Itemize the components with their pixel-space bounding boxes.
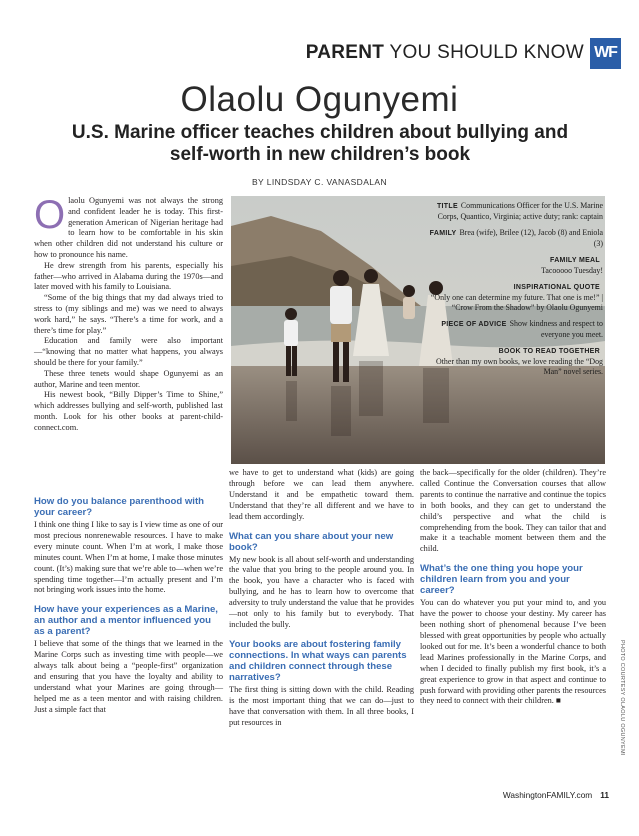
column-3 (420, 468, 606, 707)
fact-value: Other than my own books, we love reading the “Dog Man” novel series. (436, 357, 603, 376)
fact-meal (423, 255, 603, 276)
question-heading: Your books are about fostering family connections. In what ways can parents and children connect through these narratives? (229, 638, 407, 683)
question-heading: What’s the one thing you hope your children learn from you and your career? (420, 563, 583, 597)
answer-text: I believe that some of the things that we learned in the Marine Corps such as investing time with people—we always talk about being a “people-first” organization and ensuring that you have the loyalty and ability to understand what your Marines are going through—helped me as a teen mentor and with raising children. Just a simple fact that (34, 639, 223, 714)
answer-text: we have to get to understand what (kids) are going through before we can lead them anywhere. Understand it and be empathetic toward them. Understand that they’re all different and we have to lead them accordingly. (229, 468, 414, 521)
column-2 (229, 468, 414, 729)
answer-text: The first thing is sitting down with the child. Reading is the most important thing that we can do—just to have that conversation with them. In all three books, I put resources in (229, 684, 414, 727)
fact-label: PIECE OF ADVICE (441, 321, 507, 328)
footer-site: WashingtonFAMILY.com (502, 790, 593, 800)
fact-label: FAMILY MEAL (550, 257, 600, 264)
section-title-rest: YOU SHOULD KNOW (389, 42, 584, 63)
byline: BY LINDSDAY C. VANASDALAN (251, 177, 388, 187)
intro-p2: He drew strength from his parents, especially his father—who arrived in Alabama during the 1970s—and later moved with his family to Louisiana. (34, 260, 223, 292)
question-heading: How do you balance parenthood with your career? (34, 496, 205, 518)
wf-logo: WF (590, 38, 621, 69)
intro-p1: laolu Ogunyemi was not always the strong and confident leader he is today. This first-generation American of Nigerian heritage had to learn how to be comfortable in his skin when other children did not understand his culture or how to pronounce his name. (34, 196, 223, 259)
section-header (306, 36, 621, 70)
intro-text (34, 193, 223, 434)
fact-label: FAMILY (429, 230, 457, 237)
photo-credit-text: PHOTO COURTESY OLAOLU OGUNYEMI (619, 640, 625, 756)
fact-value: “Only one can determine my future. That one is me!” | “Crow From the Shadow” by Olaolu Ogunyemi (430, 293, 603, 312)
intro-p5: These three tenets would shape Ogunyemi as an author, Marine and teen mentor. (34, 368, 223, 389)
answer-text: My new book is all about self-worth and understanding the value that you bring to the people around you. In the book, you have a character who is faced with bullying, and he has to learn how to overcome that adversity to truly understand the value that he provides—not only to his family but to everybody. That included the bully. (229, 554, 414, 629)
fact-family (423, 228, 603, 249)
fact-value: Show kindness and respect to everyone you meet. (509, 319, 603, 339)
intro-paragraph (34, 193, 223, 261)
fact-value: Communications Officer for the U.S. Marine Corps, Quantico, Virginia; active duty; rank: captain (437, 201, 603, 221)
fact-quote (423, 282, 603, 313)
answer-text: the back—specifically for the older (children). They’re called Continue the Conversation courses that allow parents to continue the narrative and continue the topics in both books, and they can get to understand the child’s perspective and what the child is comprehending from the book. They can tailor that and make it a teachable moment between them and the child. (420, 468, 606, 554)
fact-value: Brea (wife), Brilee (12), Jacob (8) and Eniola (3) (459, 228, 603, 248)
intro-p6: His newest book, “Billy Dipper’s Time to Shine,” which addresses bullying and self-worth, published last month. Look for his other books at parent-child-connect.com. (34, 390, 223, 432)
fact-advice (423, 319, 603, 340)
headline: Olaolu Ogunyemi (180, 80, 459, 119)
fact-label: BOOK TO READ TOGETHER (498, 348, 600, 355)
answer-text: I think one thing I like to say is I view time as one of our most precious nonrenewable resources. I have to make every minute count. When I’m at work, I make those minutes count. When I’m at home, I make those minutes count. (It’s) making sure that we’re able to—when we’re spending time together—I’m actually present and I’m not bringing work issues into the home. (34, 520, 223, 595)
page-number: 11 (600, 790, 609, 800)
photo-credit (617, 640, 627, 770)
section-title (306, 42, 584, 64)
intro-p4: Education and family were also important—“knowing that no matter what happens, you always should be there for your family.” (34, 336, 223, 367)
fact-title (423, 201, 603, 222)
fact-value: Tacooooo Tuesday! (541, 266, 603, 275)
question-heading: What can you share about your new book? (229, 530, 394, 553)
question-heading: How have your experiences as a Marine, an author and a mentor influenced you as a parent? (34, 604, 218, 638)
page-footer (503, 790, 609, 800)
fact-label: TITLE (436, 203, 458, 210)
fact-book (423, 346, 603, 377)
subhead: U.S. Marine officer teaches children about bullying and self-worth in new children’s book (71, 122, 569, 165)
dropcap: O (34, 193, 66, 237)
fact-label: INSPIRATIONAL QUOTE (513, 284, 600, 291)
column-1 (34, 496, 223, 716)
fact-sidebar (423, 201, 603, 383)
intro-p3: “Some of the big things that my dad always tried to stress to (my siblings and me) was we need to always work hard,” he says. “There’s a time for work, and a there’s time for play.” (34, 293, 223, 335)
section-title-bold: PARENT (305, 42, 385, 63)
answer-text: You can do whatever you put your mind to, and you have the power to choose your destiny. My career has been nothing short of phenomenal because I’ve been blessed with great opportunities by people who actually looked out for me. It’s been a wonderful chance to both lead Marines professionally in the Marine Corps, and when I decided to finally publish my first book, it’s a great experience to grow in that aspect and continue to push forward with providing other parents the resources they need to connect with their children. ■ (420, 598, 606, 706)
